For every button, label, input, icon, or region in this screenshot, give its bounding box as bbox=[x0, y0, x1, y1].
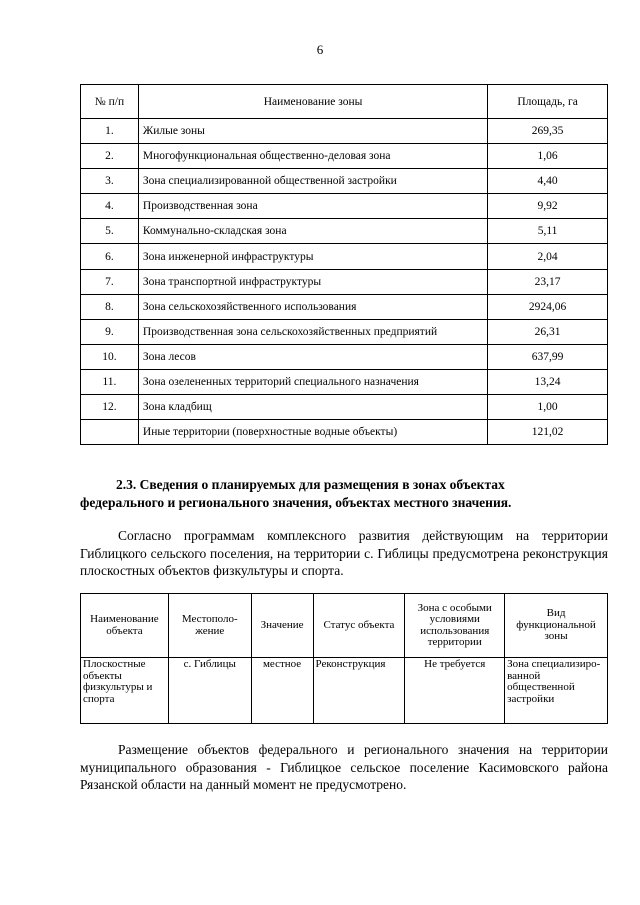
row-number: 7. bbox=[81, 269, 139, 294]
header-zone-name: Наименование зоны bbox=[138, 85, 487, 119]
row-zone-name: Зона инженерной инфраструктуры bbox=[138, 244, 487, 269]
row-number: 5. bbox=[81, 219, 139, 244]
table-row bbox=[81, 369, 608, 394]
row-number: 11. bbox=[81, 369, 139, 394]
row-area: 26,31 bbox=[488, 319, 608, 344]
row-zone-name: Жилые зоны bbox=[138, 119, 487, 144]
page-number: 6 bbox=[316, 42, 324, 57]
table-row bbox=[81, 658, 608, 724]
row-area: 9,92 bbox=[488, 194, 608, 219]
row-number: 12. bbox=[81, 395, 139, 420]
header-area: Площадь, га bbox=[488, 85, 608, 119]
row-zone-name: Зона озелененных территорий специального назначения bbox=[138, 369, 487, 394]
table-row bbox=[81, 244, 608, 269]
table-row bbox=[81, 119, 608, 144]
row-zone-name: Зона транспортной инфраструктуры bbox=[138, 269, 487, 294]
section-heading-line1: 2.3. Сведения о планируемых для размещения в зонах объектах bbox=[116, 477, 505, 492]
row-area: 269,35 bbox=[488, 119, 608, 144]
table-row bbox=[81, 144, 608, 169]
cell-object-name: Плоскостные объекты физкультуры и спорта bbox=[81, 658, 169, 724]
table-row bbox=[81, 395, 608, 420]
cell-special-zone: Не требуется bbox=[405, 658, 505, 724]
row-area: 2,04 bbox=[488, 244, 608, 269]
header-significance: Значение bbox=[251, 594, 313, 658]
paragraph-federal-objects: Размещение объектов федерального и регионального значения на территории муниципального образования - Гиблицкое сельское поселение Касимовского района Рязанской области на данный момент не предусмотрено. bbox=[80, 742, 608, 792]
table-row bbox=[81, 344, 608, 369]
row-number: 4. bbox=[81, 194, 139, 219]
table-row bbox=[81, 420, 608, 445]
row-number: 9. bbox=[81, 319, 139, 344]
row-area: 23,17 bbox=[488, 269, 608, 294]
row-number: 2. bbox=[81, 144, 139, 169]
table-header-row bbox=[81, 594, 608, 658]
row-zone-name: Зона лесов bbox=[138, 344, 487, 369]
header-location: Местополо-жение bbox=[168, 594, 251, 658]
table-row bbox=[81, 319, 608, 344]
header-number: № п/п bbox=[81, 85, 139, 119]
header-status: Статус объекта bbox=[313, 594, 405, 658]
section-heading-line2: федерального и регионального значения, объектах местного значения. bbox=[80, 495, 512, 510]
cell-functional-zone: Зона специализиро-ванной общественной застройки bbox=[505, 658, 608, 724]
cell-significance: местное bbox=[251, 658, 313, 724]
row-zone-name: Зона специализированной общественной застройки bbox=[138, 169, 487, 194]
header-special-zone: Зона с особыми условиями использования территории bbox=[405, 594, 505, 658]
paragraph-programs: Согласно программам комплексного развития действующим на территории Гиблицкого сельского поселения, на территории с. Гиблицы предусмотрена реконструкция плоскостных объектов физкультуры и спорта. bbox=[80, 528, 608, 578]
row-area: 2924,06 bbox=[488, 294, 608, 319]
row-area: 13,24 bbox=[488, 369, 608, 394]
table-header-row bbox=[81, 85, 608, 119]
row-zone-name: Производственная зона сельскохозяйственных предприятий bbox=[138, 319, 487, 344]
row-area: 1,06 bbox=[488, 144, 608, 169]
table-row bbox=[81, 269, 608, 294]
cell-status: Реконструкция bbox=[313, 658, 405, 724]
row-number: 3. bbox=[81, 169, 139, 194]
table-row bbox=[81, 294, 608, 319]
row-number: 10. bbox=[81, 344, 139, 369]
table-row bbox=[81, 169, 608, 194]
row-number: 6. bbox=[81, 244, 139, 269]
row-zone-name: Производственная зона bbox=[138, 194, 487, 219]
section-heading bbox=[80, 476, 608, 512]
row-area: 1,00 bbox=[488, 395, 608, 420]
table-row bbox=[81, 219, 608, 244]
cell-location: с. Гиблицы bbox=[168, 658, 251, 724]
row-area: 637,99 bbox=[488, 344, 608, 369]
row-area: 121,02 bbox=[488, 420, 608, 445]
row-number: 1. bbox=[81, 119, 139, 144]
planned-objects-table bbox=[80, 593, 608, 724]
row-zone-name: Иные территории (поверхностные водные объекты) bbox=[138, 420, 487, 445]
row-zone-name: Многофункциональная общественно-деловая зона bbox=[138, 144, 487, 169]
row-number bbox=[81, 420, 139, 445]
row-zone-name: Коммунально-складская зона bbox=[138, 219, 487, 244]
row-zone-name: Зона кладбищ bbox=[138, 395, 487, 420]
row-number: 8. bbox=[81, 294, 139, 319]
zones-table bbox=[80, 84, 608, 445]
row-area: 4,40 bbox=[488, 169, 608, 194]
header-functional-zone: Вид функциональной зоны bbox=[505, 594, 608, 658]
header-object-name: Наименование объекта bbox=[81, 594, 169, 658]
row-area: 5,11 bbox=[488, 219, 608, 244]
row-zone-name: Зона сельскохозяйственного использования bbox=[138, 294, 487, 319]
table-row bbox=[81, 194, 608, 219]
